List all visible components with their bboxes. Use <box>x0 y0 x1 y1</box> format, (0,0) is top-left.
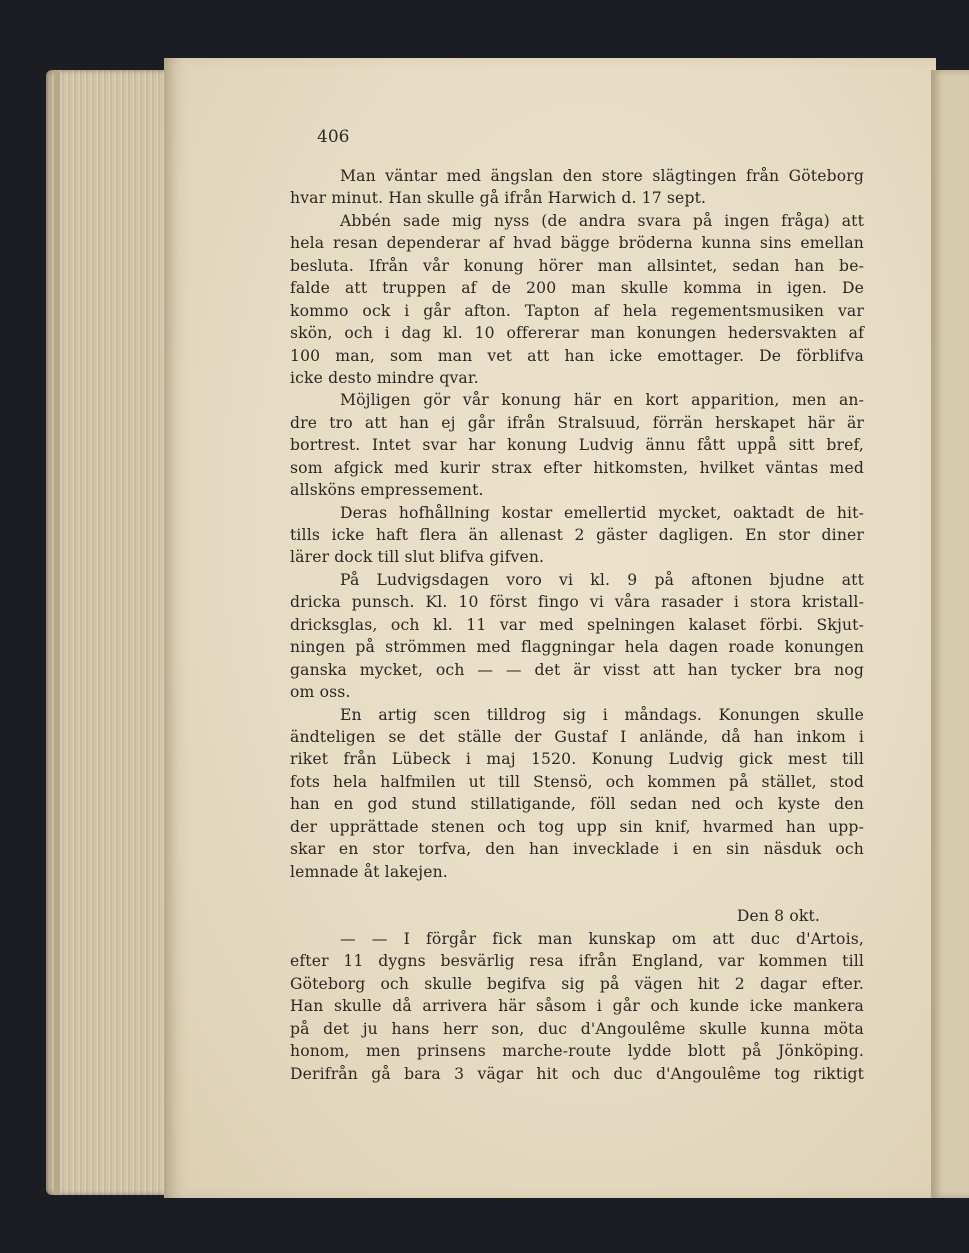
text-line: allsköns empressement. <box>290 481 484 500</box>
text-line: Han skulle då arrivera här såsom i går och kunde icke mankera <box>290 997 864 1016</box>
text-line: skar en stor torfva, den han invecklade i en sin näsduk och <box>290 840 864 859</box>
text-line: lemnade åt lakejen. <box>290 862 448 881</box>
text-line: kommo ock i går afton. Tapton af hela regementsmusiken var <box>290 301 864 320</box>
book-cover-edge <box>54 70 60 1195</box>
text-line: skön, och i dag kl. 10 offererar man konungen hedersvakten af <box>290 324 864 343</box>
text-line: Abbén sade mig nyss (de andra svara på ingen fråga) att <box>340 211 864 230</box>
text-line: han en god stund stillatigande, föll sedan ned och kyste den <box>290 795 864 814</box>
text-line <box>290 883 864 905</box>
facing-page-edge <box>931 70 969 1198</box>
text-line: tills icke haft flera än allenast 2 gäster dagligen. En stor diner <box>290 526 864 544</box>
text-line: som afgick med kurir strax efter hitkomsten, hvilket väntas med <box>290 458 864 477</box>
text-line: Derifrån gå bara 3 vägar hit och duc d'Angoulême tog riktigt <box>290 1064 864 1083</box>
text-line: dricksglas, och kl. 11 var med spelningen kalaset förbi. Skjut- <box>290 615 864 634</box>
text-line: lärer dock till slut blifva gifven. <box>290 548 545 567</box>
text-line: der upprättade stenen och tog upp sin knif, hvarmed han upp- <box>290 817 864 836</box>
page-edges <box>46 70 176 1195</box>
text-line: icke desto mindre qvar. <box>290 368 479 387</box>
text-line: ningen på strömmen med flaggningar hela dagen roade konungen <box>290 638 864 657</box>
text-line: Man väntar med ängslan den store slägtingen från Göteborg <box>340 167 864 185</box>
text-line: dre tro att han ej går ifrån Stralsuud, förrän herskapet här är <box>290 413 864 432</box>
text-line: hela resan dependerar af hvad bägge bröderna kunna sins emellan <box>290 234 864 253</box>
text-line: På Ludvigsdagen voro vi kl. 9 på aftonen bjudne att <box>340 570 864 589</box>
text-line: En artig scen tilldrog sig i måndags. Konungen skulle <box>340 705 864 724</box>
text-line: på det ju hans herr son, duc d'Angoulême skulle kunna möta <box>290 1019 864 1038</box>
text-line: falde att truppen af de 200 man skulle komma in igen. De <box>290 279 864 298</box>
page-number: 406 <box>317 127 350 147</box>
text-line: ganska mycket, och — — det är visst att han tycker bra nog <box>290 660 864 679</box>
text-line: riket från Lübeck i maj 1520. Konung Ludvig gick mest till <box>290 750 864 769</box>
text-line: Göteborg och skulle begifva sig på vägen hit 2 dagar efter. <box>290 974 864 993</box>
text-line: om oss. <box>290 683 351 702</box>
text-line: Möjligen gör vår konung här en kort apparition, men an- <box>340 391 864 410</box>
text-line: bortrest. Intet svar har konung Ludvig ännu fått uppå sitt bref, <box>290 436 864 455</box>
text-line: fots hela halfmilen ut till Stensö, och kommen på stället, stod <box>290 772 864 791</box>
page-text <box>290 165 864 1085</box>
text-line: efter 11 dygns besvärlig resa ifrån England, var kommen till <box>290 952 864 971</box>
text-line: dricka punsch. Kl. 10 först fingo vi våra rasader i stora kristall- <box>290 593 864 612</box>
text-line: hvar minut. Han skulle gå ifrån Harwich d. 17 sept. <box>290 189 707 208</box>
text-line: — — I förgår fick man kunskap om att duc d'Artois, <box>340 929 864 948</box>
text-line: Deras hofhållning kostar emellertid mycket, oaktadt de hit- <box>340 503 864 522</box>
text-line: honom, men prinsens marche-route lydde blott på Jönköping. <box>290 1042 864 1061</box>
text-line: ändteligen se det ställe der Gustaf I anlände, då han inkom i <box>290 727 864 746</box>
text-line: 100 man, som man vet att han icke emottager. De förblifva <box>290 346 864 365</box>
date-heading: Den 8 okt. <box>736 907 820 926</box>
text-line: besluta. Ifrån vår konung hörer man allsintet, sedan han be- <box>290 256 864 275</box>
